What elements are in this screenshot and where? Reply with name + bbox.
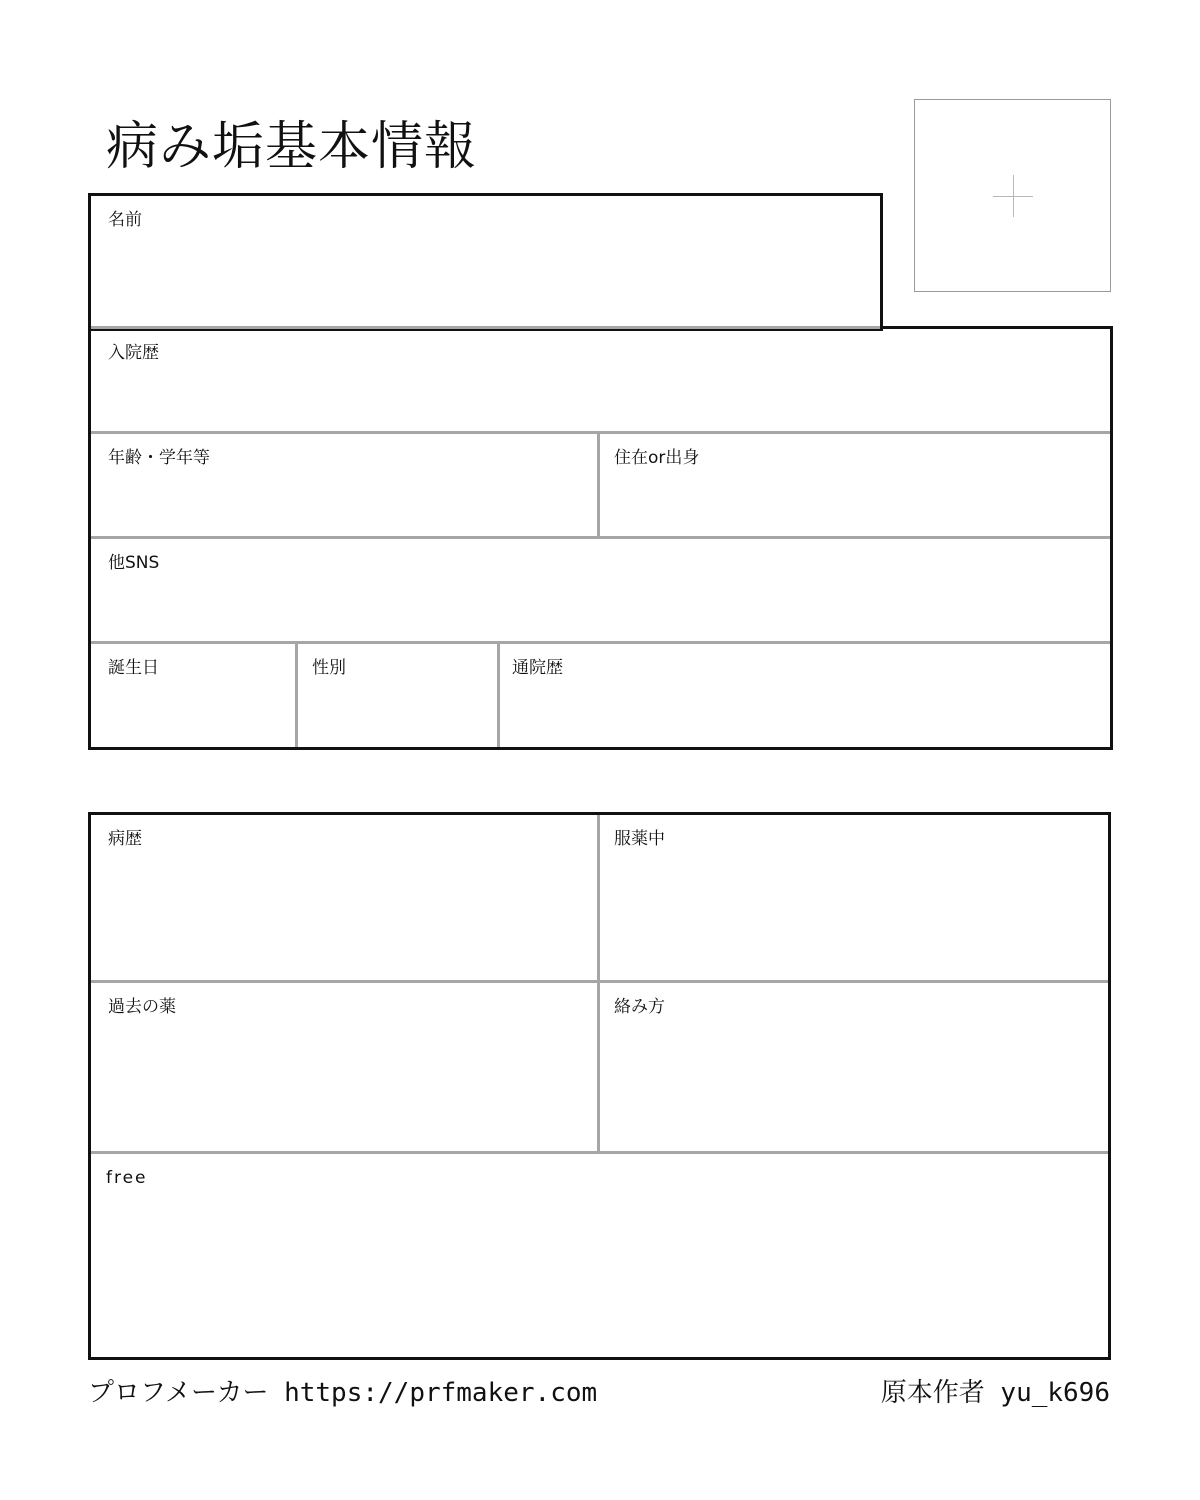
birthday-label: 誕生日 (108, 658, 159, 678)
medical-history-label: 病歴 (108, 829, 142, 849)
birthday-field[interactable] (91, 644, 295, 747)
medical-history-field[interactable] (91, 815, 597, 980)
how-to-interact-label: 絡み方 (614, 997, 665, 1017)
residence-label: 住在or出身 (614, 448, 700, 468)
plus-icon-vertical (1013, 175, 1014, 217)
gender-label: 性別 (312, 658, 346, 678)
gender-field[interactable] (298, 644, 497, 747)
how-to-interact-field[interactable] (600, 983, 1108, 1151)
medication-label: 服薬中 (614, 829, 665, 849)
free-label: free (106, 1168, 148, 1188)
age-field[interactable] (91, 434, 597, 536)
past-medicine-label: 過去の薬 (108, 997, 176, 1017)
past-medicine-field[interactable] (91, 983, 597, 1151)
residence-field[interactable] (600, 434, 1110, 536)
medication-field[interactable] (600, 815, 1108, 980)
name-field[interactable] (91, 196, 880, 326)
footer-author: 原本作者 yu_k696 (880, 1378, 1110, 1408)
outpatient-field[interactable] (500, 644, 1110, 747)
outpatient-label: 通院歴 (512, 658, 563, 678)
footer-credit-link[interactable]: プロフメーカー https://prfmaker.com (88, 1378, 598, 1408)
page-title: 病み垢基本情報 (106, 117, 478, 177)
sns-field[interactable] (91, 539, 1110, 641)
age-label: 年齢・学年等 (108, 448, 210, 468)
photo-upload-box[interactable] (914, 99, 1111, 292)
sns-label: 他SNS (108, 553, 160, 573)
hospitalization-field[interactable] (91, 329, 1110, 431)
name-label: 名前 (108, 210, 142, 230)
hospitalization-label: 入院歴 (108, 343, 159, 363)
free-field[interactable] (91, 1154, 1108, 1357)
